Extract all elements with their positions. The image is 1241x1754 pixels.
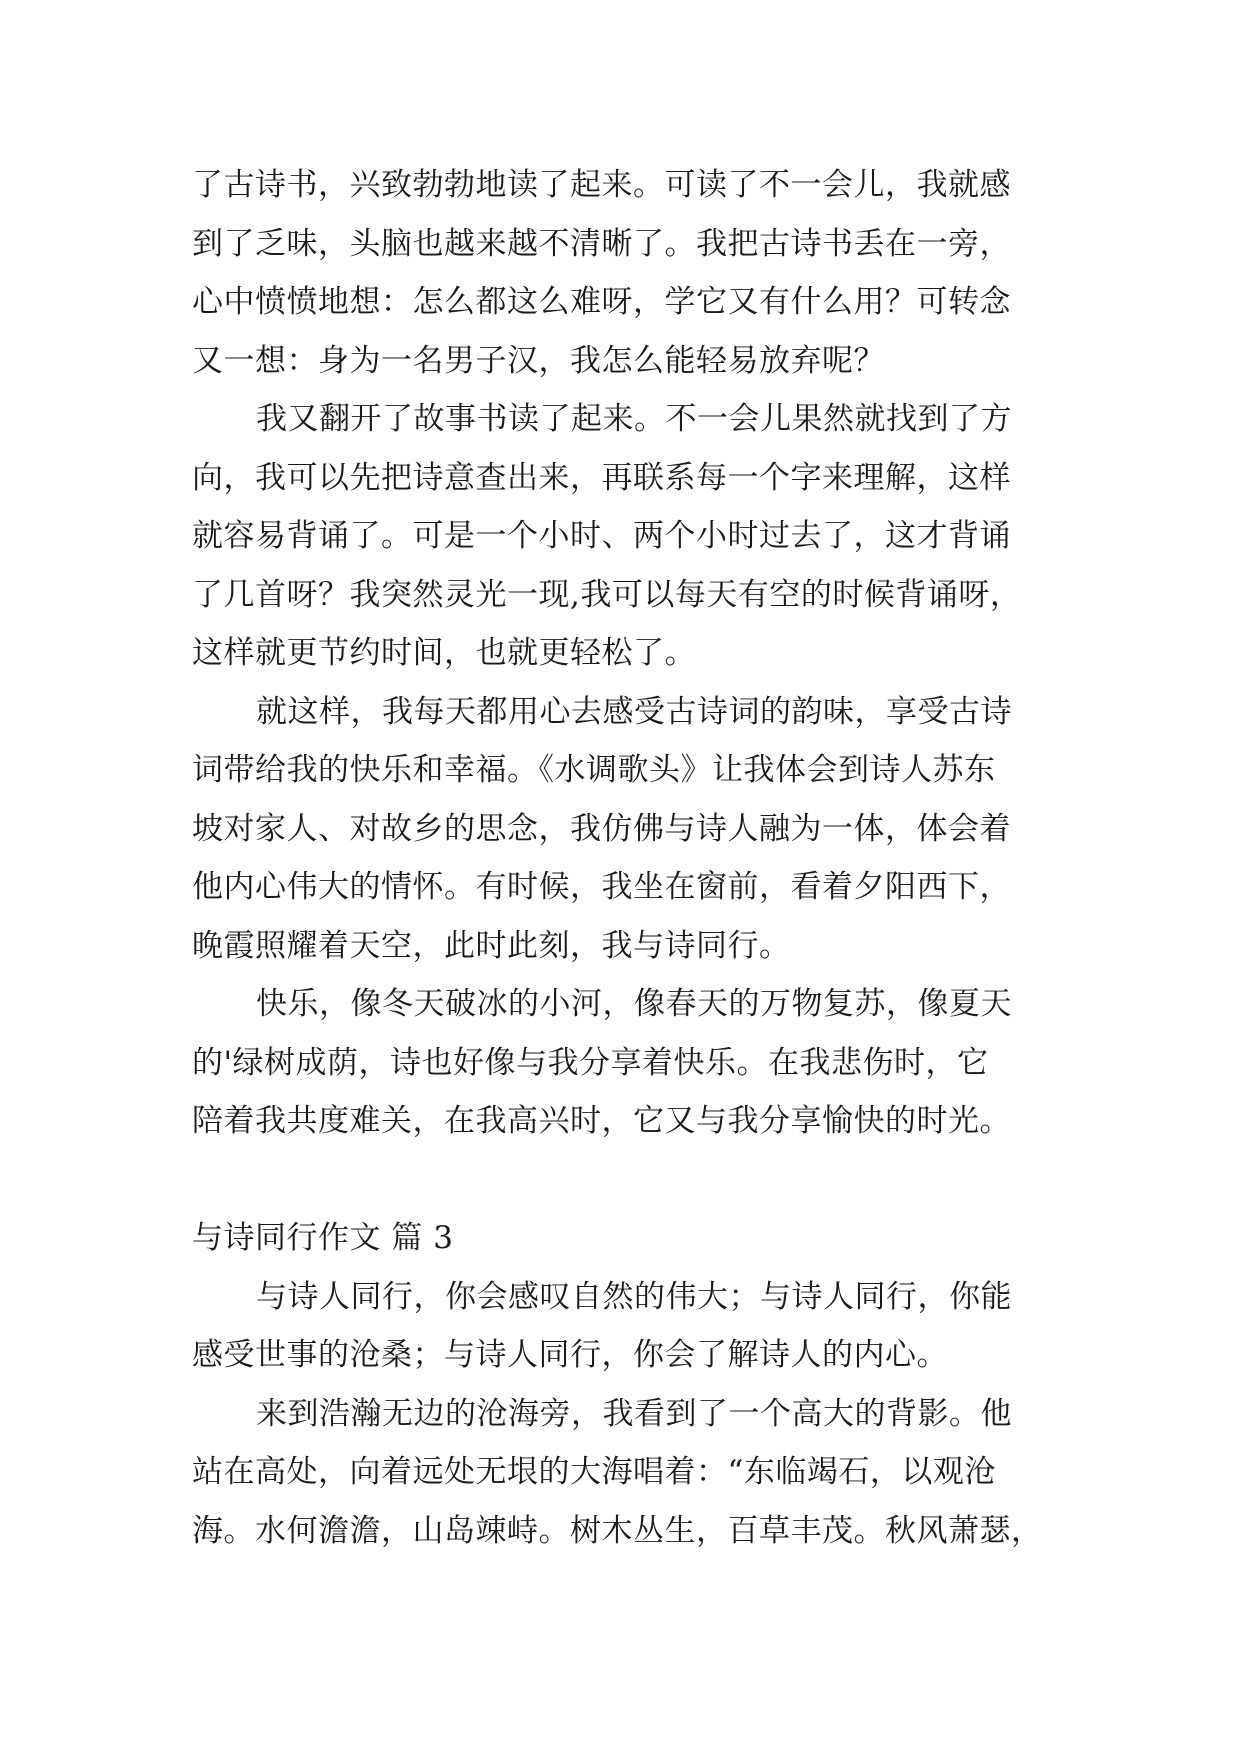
body-line: 了几首呀？我突然灵光一现,我可以每天有空的时候背诵呀，: [192, 576, 1022, 613]
body-line: 又一想：身为一名男子汉，我怎么能轻易放弃呢？: [192, 342, 885, 379]
body-line: 晚霞照耀着天空，此时此刻，我与诗同行。: [192, 927, 791, 964]
paragraph-start-line: 就这样，我每天都用心去感受古诗词的韵味，享受古诗: [256, 693, 1012, 730]
document-page: [192, 156, 1072, 1560]
body-line: 的'绿树成荫，诗也好像与我分享着快乐。在我悲伤时，它: [192, 1044, 989, 1081]
body-line: 词带给我的快乐和幸福。《水调歌头》让我体会到诗人苏东: [192, 752, 996, 788]
body-line: 到了乏味，头脑也越来越不清晰了。我把古诗书丢在一旁，: [192, 225, 1011, 262]
body-line: 陪着我共度难关，在我高兴时，它又与我分享愉快的时光。: [192, 1103, 1011, 1139]
body-line: 他内心伟大的情怀。有时候，我坐在窗前，看着夕阳西下，: [192, 869, 1011, 905]
body-line: 就容易背诵了。可是一个小时、两个小时过去了，这才背诵: [192, 518, 1011, 554]
paragraph-start-line: 快乐，像冬天破冰的小河，像春天的万物复苏，像夏天: [256, 986, 1012, 1022]
body-line: 这样就更节约时间，也就更轻松了。: [192, 635, 696, 671]
body-line: 海。水何澹澹，山岛竦峙。树木丛生，百草丰茂。秋风萧瑟，: [192, 1512, 1043, 1549]
body-line: 向，我可以先把诗意查出来，再联系每一个字来理解，这样: [192, 459, 1011, 496]
body-line: 坡对家人、对故乡的思念，我仿佛与诗人融为一体，体会着: [192, 810, 1011, 847]
body-line: 心中愤愤地想：怎么都这么难呀，学它又有什么用？可转念: [192, 284, 1011, 320]
section-heading: 与诗同行作文 篇 3: [192, 1220, 454, 1256]
section-gap: [192, 1151, 1072, 1210]
paragraph-start-line: 来到浩瀚无边的沧海旁，我看到了一个高大的背影。他: [256, 1395, 1012, 1432]
body-line: 站在高处，向着远处无垠的大海唱着：“东临竭石，以观沧: [192, 1454, 996, 1490]
paragraph-start-line: 与诗人同行，你会感叹自然的伟大；与诗人同行，你能: [256, 1278, 1012, 1315]
body-line: 感受世事的沧桑；与诗人同行，你会了解诗人的内心。: [192, 1337, 948, 1373]
paragraph-start-line: 我又翻开了故事书读了起来。不一会儿果然就找到了方: [256, 401, 1012, 437]
body-line: 了古诗书，兴致勃勃地读了起来。可读了不一会儿，我就感: [192, 167, 1011, 203]
